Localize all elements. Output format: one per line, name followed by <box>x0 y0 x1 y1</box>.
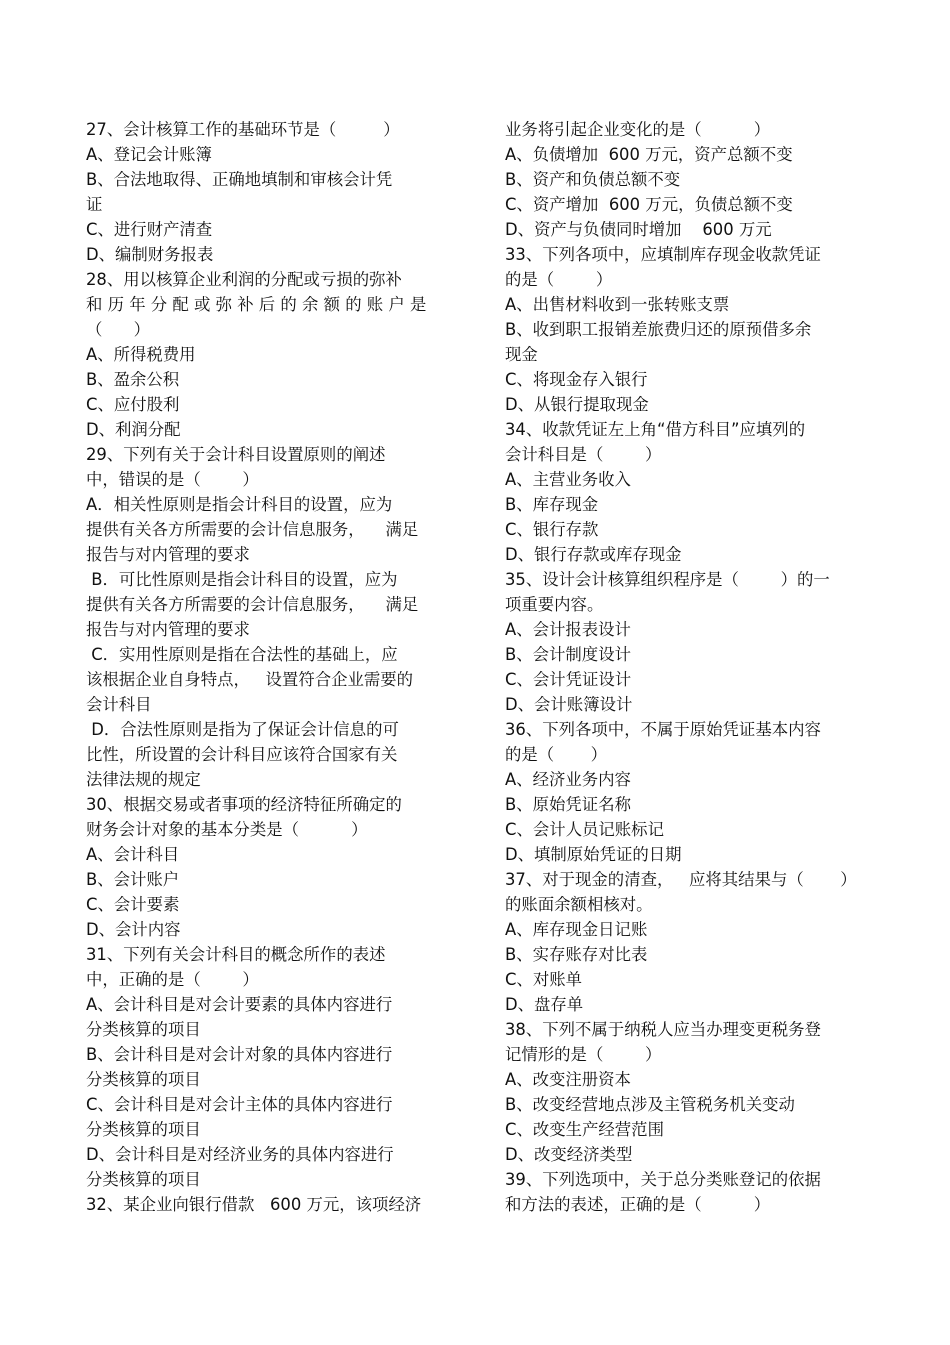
text-line: C、进行财产清查 <box>86 220 213 239</box>
text-line: 的账面余额相核对。 <box>505 895 653 914</box>
text-line: C、改变生产经营范围 <box>505 1120 664 1139</box>
text-line: D、会计科目是对经济业务的具体内容进行 <box>86 1145 394 1164</box>
text-line: 提供有关各方所需要的会计信息服务， 满足 <box>86 520 419 539</box>
text-line: 27、会计核算工作的基础环节是（ ） <box>86 120 400 139</box>
text-line: A、会计科目 <box>86 845 180 864</box>
text-line: 会计科目是（ ） <box>505 445 662 464</box>
right-text-column <box>505 117 865 1217</box>
text-line: 39、下列选项中，关于总分类账登记的依据 <box>505 1170 821 1189</box>
text-line: D、编制财务报表 <box>86 245 214 264</box>
text-line: D、资产与负债同时增加 600 万元 <box>505 220 772 239</box>
text-line: 29、下列有关于会计科目设置原则的阐述 <box>86 445 386 464</box>
text-line: D、盘存单 <box>505 995 584 1014</box>
text-line: 34、收款凭证左上角“借方科目”应填列的 <box>505 420 806 439</box>
text-line: B、会计账户 <box>86 870 180 889</box>
text-line: 分类核算的项目 <box>86 1020 201 1039</box>
text-line: 和 历 年 分 配 或 弥 补 后 的 余 额 的 账 户 是 <box>86 295 427 314</box>
text-line: 证 <box>86 195 103 214</box>
text-line: A、改变注册资本 <box>505 1070 631 1089</box>
text-line: 35、设计会计核算组织程序是（ ）的一 <box>505 570 830 589</box>
text-line: （ ） <box>86 320 151 339</box>
text-line: C、会计要素 <box>86 895 180 914</box>
text-line: 报告与对内管理的要求 <box>86 620 250 639</box>
text-line: A、主营业务收入 <box>505 470 631 489</box>
text-line: 记情形的是（ ） <box>505 1045 662 1064</box>
text-line: 28、用以核算企业利润的分配或亏损的弥补 <box>86 270 402 289</box>
text-line: 的是（ ） <box>505 270 613 289</box>
text-line: B、库存现金 <box>505 495 599 514</box>
text-line: C、会计凭证设计 <box>505 670 632 689</box>
text-line: 财务会计对象的基本分类是（ ） <box>86 820 368 839</box>
text-line: C、应付股利 <box>86 395 180 414</box>
text-line: 会计科目 <box>86 695 152 714</box>
text-line: 37、对于现金的清查， 应将其结果与（ ） <box>505 870 857 889</box>
text-line: B．可比性原则是指会计科目的设置，应为 <box>86 570 398 589</box>
text-line: A、会计科目是对会计要素的具体内容进行 <box>86 995 393 1014</box>
text-line: D．合法性原则是指为了保证会计信息的可 <box>86 720 399 739</box>
text-line: 31、下列有关会计科目的概念所作的表述 <box>86 945 386 964</box>
text-line: 提供有关各方所需要的会计信息服务， 满足 <box>86 595 419 614</box>
text-line: 该根据企业自身特点， 设置符合企业需要的 <box>86 670 414 689</box>
text-line: B、实存账存对比表 <box>505 945 648 964</box>
text-line: 法律法规的规定 <box>86 770 201 789</box>
text-line: 33、下列各项中，应填制库存现金收款凭证 <box>505 245 821 264</box>
text-line: A．相关性原则是指会计科目的设置，应为 <box>86 495 393 514</box>
text-line: D、填制原始凭证的日期 <box>505 845 682 864</box>
text-line: 现金 <box>505 345 538 364</box>
text-line: A、出售材料收到一张转账支票 <box>505 295 730 314</box>
text-line: C、会计科目是对会计主体的具体内容进行 <box>86 1095 393 1114</box>
text-line: A、登记会计账簿 <box>86 145 212 164</box>
text-line: C、资产增加 600 万元，负债总额不变 <box>505 195 793 214</box>
text-line: B、合法地取得、正确地填制和审核会计凭 <box>86 170 393 189</box>
text-line: A、库存现金日记账 <box>505 920 648 939</box>
text-line: C．实用性原则是指在合法性的基础上，应 <box>86 645 398 664</box>
left-text-column <box>86 117 446 1217</box>
text-line: B、会计制度设计 <box>505 645 631 664</box>
text-line: D、利润分配 <box>86 420 181 439</box>
text-line: 36、下列各项中，不属于原始凭证基本内容 <box>505 720 821 739</box>
text-line: 分类核算的项目 <box>86 1070 201 1089</box>
text-line: 32、某企业向银行借款 600 万元，该项经济 <box>86 1195 422 1214</box>
text-line: A、经济业务内容 <box>505 770 631 789</box>
text-line: C、将现金存入银行 <box>505 370 648 389</box>
text-line: B、收到职工报销差旅费归还的原预借多余 <box>505 320 812 339</box>
text-line: D、从银行提取现金 <box>505 395 649 414</box>
text-line: A、会计报表设计 <box>505 620 631 639</box>
text-line: B、盈余公积 <box>86 370 180 389</box>
text-line: 分类核算的项目 <box>86 1120 201 1139</box>
text-line: D、会计账簿设计 <box>505 695 633 714</box>
text-line: C、银行存款 <box>505 520 599 539</box>
text-line: 分类核算的项目 <box>86 1170 201 1189</box>
text-line: 中，正确的是（ ） <box>86 970 259 989</box>
text-line: B、资产和负债总额不变 <box>505 170 681 189</box>
text-line: 中，错误的是（ ） <box>86 470 259 489</box>
text-line: 30、根据交易或者事项的经济特征所确定的 <box>86 795 402 814</box>
text-line: B、会计科目是对会计对象的具体内容进行 <box>86 1045 393 1064</box>
text-line: 报告与对内管理的要求 <box>86 545 250 564</box>
text-line: 项重要内容。 <box>505 595 604 614</box>
text-line: 38、下列不属于纳税人应当办理变更税务登 <box>505 1020 821 1039</box>
text-line: 业务将引起企业变化的是（ ） <box>505 120 771 139</box>
text-line: A、所得税费用 <box>86 345 196 364</box>
text-line: 和方法的表述，正确的是（ ） <box>505 1195 771 1214</box>
text-line: D、银行存款或库存现金 <box>505 545 682 564</box>
text-line: 的是（ ） <box>505 745 608 764</box>
text-line: A、负债增加 600 万元，资产总额不变 <box>505 145 793 164</box>
text-line: B、改变经营地点涉及主管税务机关变动 <box>505 1095 795 1114</box>
text-line: C、会计人员记账标记 <box>505 820 664 839</box>
text-line: D、改变经济类型 <box>505 1145 633 1164</box>
text-line: 比性，所设置的会计科目应该符合国家有关 <box>86 745 398 764</box>
text-line: C、对账单 <box>505 970 583 989</box>
text-line: B、原始凭证名称 <box>505 795 631 814</box>
text-line: D、会计内容 <box>86 920 181 939</box>
